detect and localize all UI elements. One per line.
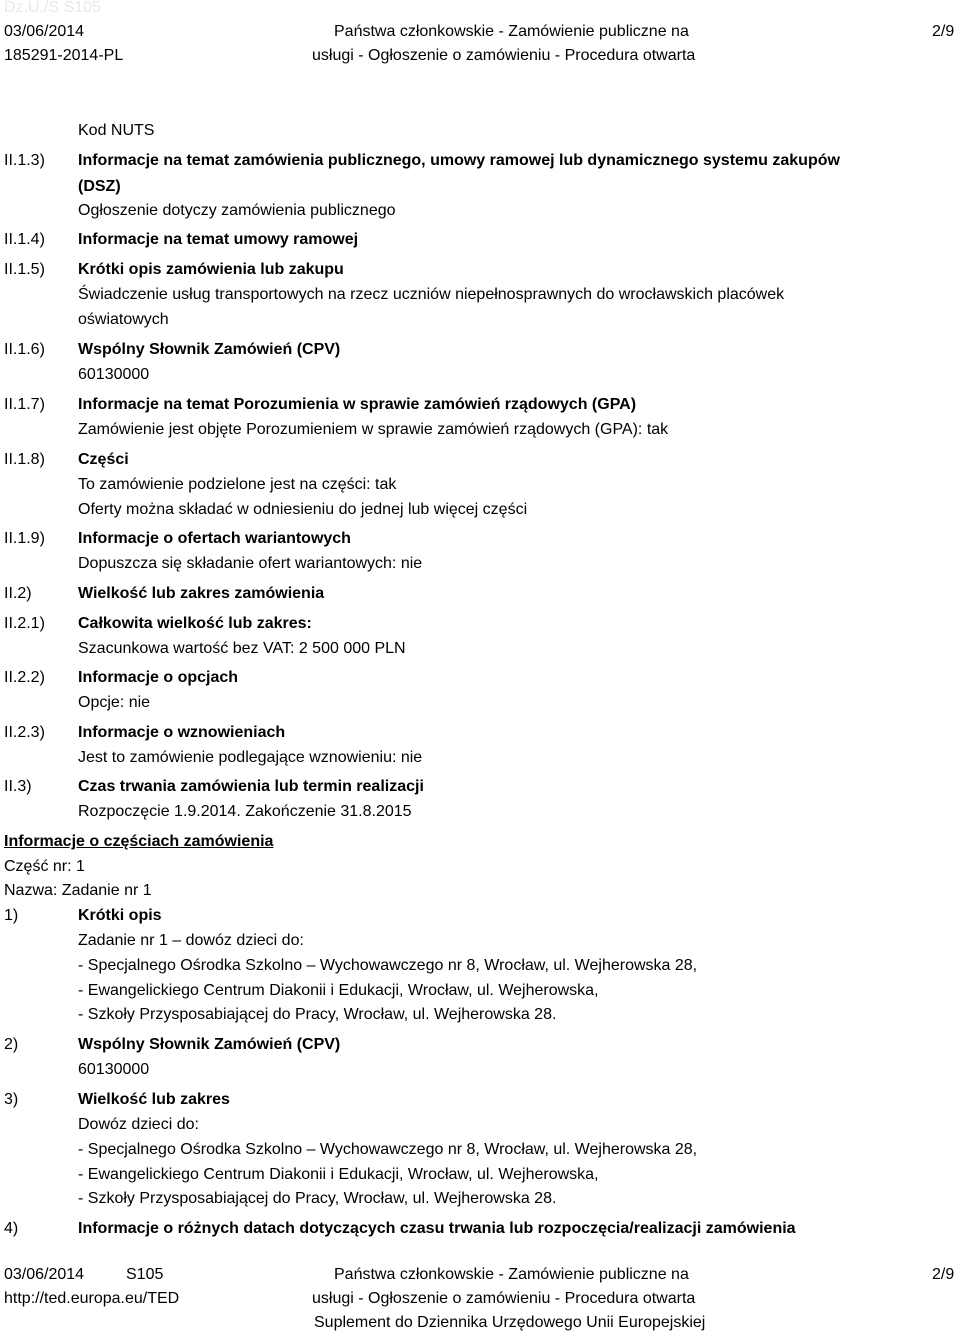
- section-title: Informacje na temat Porozumienia w sprawie zamówień rządowych (GPA): [78, 396, 637, 413]
- footer-title-line1: Państwa członkowskie - Zamówienie publiczne na: [334, 1266, 689, 1283]
- footer-series: S105: [126, 1266, 164, 1283]
- part-item-text: - Szkoły Przysposabiającej do Pracy, Wrocław, ul. Wejherowska 28.: [78, 1190, 557, 1207]
- section-text: To zamówienie podzielone jest na części: tak: [78, 476, 397, 493]
- section-title: Wielkość lub zakres zamówienia: [78, 585, 325, 602]
- section-title: Czas trwania zamówienia lub termin realizacji: [78, 778, 424, 795]
- header-title-line1: Państwa członkowskie - Zamówienie publiczne na: [334, 23, 689, 40]
- cpv-code: 60130000: [78, 366, 150, 383]
- section-text: Rozpoczęcie 1.9.2014. Zakończenie 31.8.2015: [78, 803, 412, 820]
- part-item-text: Dowóz dzieci do:: [78, 1116, 199, 1133]
- part-item-number: 2): [4, 1036, 19, 1053]
- section-text: Szacunkowa wartość bez VAT: 2 500 000 PLN: [78, 640, 406, 657]
- parts-heading: Informacje o częściach zamówienia: [4, 833, 274, 850]
- part-name: Nazwa: Zadanie nr 1: [4, 882, 152, 899]
- header-title-line2: usługi - Ogłoszenie o zamówieniu - Procedura otwarta: [312, 47, 696, 64]
- section-text: Opcje: nie: [78, 694, 151, 711]
- section-title: Informacje o opcjach: [78, 669, 239, 686]
- footer-title-line2: usługi - Ogłoszenie o zamówieniu - Procedura otwarta: [312, 1290, 696, 1307]
- part-number: Część nr: 1: [4, 858, 85, 875]
- section-number: II.2.2): [4, 669, 45, 686]
- part-item-title: Krótki opis: [78, 907, 162, 924]
- part-item-title: Wielkość lub zakres: [78, 1091, 230, 1108]
- nuts-code-label: Kod NUTS: [78, 122, 155, 139]
- header-date: 03/06/2014: [4, 23, 85, 40]
- section-text: Zamówienie jest objęte Porozumieniem w sprawie zamówień rządowych (GPA): tak: [78, 421, 669, 438]
- section-number: II.1.8): [4, 451, 45, 468]
- section-number: II.1.7): [4, 396, 45, 413]
- header-journal: Dz.U./S S105: [4, 0, 101, 16]
- section-number: II.1.5): [4, 261, 45, 278]
- section-text: Dopuszcza się składanie ofert wariantowych: nie: [78, 555, 423, 572]
- section-number: II.3): [4, 778, 32, 795]
- part-item-number: 4): [4, 1220, 19, 1237]
- cpv-code: 60130000: [78, 1061, 150, 1078]
- section-title: Krótki opis zamówienia lub zakupu: [78, 261, 344, 278]
- section-title: Części: [78, 451, 129, 468]
- section-text: Jest to zamówienie podlegające wznowieniu: nie: [78, 749, 423, 766]
- part-item-text: - Specjalnego Ośrodka Szkolno – Wychowawczego nr 8, Wrocław, ul. Wejherowska 28,: [78, 957, 698, 974]
- header-page-number: 2/9: [932, 23, 955, 40]
- part-item-title: Informacje o różnych datach dotyczących czasu trwania lub rozpoczęcia/realizacji zamówienia: [78, 1220, 796, 1237]
- section-number: II.2.3): [4, 724, 45, 741]
- part-item-number: 3): [4, 1091, 19, 1108]
- part-item-text: - Specjalnego Ośrodka Szkolno – Wychowawczego nr 8, Wrocław, ul. Wejherowska 28,: [78, 1141, 698, 1158]
- section-title: Informacje na temat umowy ramowej: [78, 231, 359, 248]
- section-title: Informacje o ofertach wariantowych: [78, 530, 351, 547]
- section-title: Informacje o wznowieniach: [78, 724, 286, 741]
- section-title-cont: (DSZ): [78, 178, 121, 195]
- section-title: Całkowita wielkość lub zakres:: [78, 615, 312, 632]
- footer-date: 03/06/2014: [4, 1266, 85, 1283]
- part-item-text: - Ewangelickiego Centrum Diakonii i Edukacji, Wrocław, ul. Wejherowska,: [78, 982, 599, 999]
- section-number: II.1.6): [4, 341, 45, 358]
- part-item-number: 1): [4, 907, 19, 924]
- section-number: II.1.9): [4, 530, 45, 547]
- part-item-title: Wspólny Słownik Zamówień (CPV): [78, 1036, 341, 1053]
- part-item-text: Zadanie nr 1 – dowóz dzieci do:: [78, 932, 304, 949]
- part-item-text: - Szkoły Przysposabiającej do Pracy, Wrocław, ul. Wejherowska 28.: [78, 1006, 557, 1023]
- section-title: Informacje na temat zamówienia publicznego, umowy ramowej lub dynamicznego systemu zakupów: [78, 152, 840, 169]
- section-text: oświatowych: [78, 311, 169, 328]
- section-text: Świadczenie usług transportowych na rzecz uczniów niepełnosprawnych do wrocławskich placówek: [78, 286, 785, 303]
- section-number: II.2): [4, 585, 32, 602]
- section-number: II.2.1): [4, 615, 45, 632]
- section-text: Oferty można składać w odniesieniu do jednej lub więcej części: [78, 501, 528, 518]
- footer-page-number: 2/9: [932, 1266, 955, 1283]
- section-text: Ogłoszenie dotyczy zamówienia publicznego: [78, 202, 396, 219]
- footer-supplement: Suplement do Dziennika Urzędowego Unii Europejskiej: [314, 1314, 706, 1331]
- section-number: II.1.4): [4, 231, 45, 248]
- footer-url: http://ted.europa.eu/TED: [4, 1290, 180, 1307]
- header-doc-number: 185291-2014-PL: [4, 47, 124, 64]
- part-item-text: - Ewangelickiego Centrum Diakonii i Edukacji, Wrocław, ul. Wejherowska,: [78, 1166, 599, 1183]
- section-title: Wspólny Słownik Zamówień (CPV): [78, 341, 341, 358]
- section-number: II.1.3): [4, 152, 45, 169]
